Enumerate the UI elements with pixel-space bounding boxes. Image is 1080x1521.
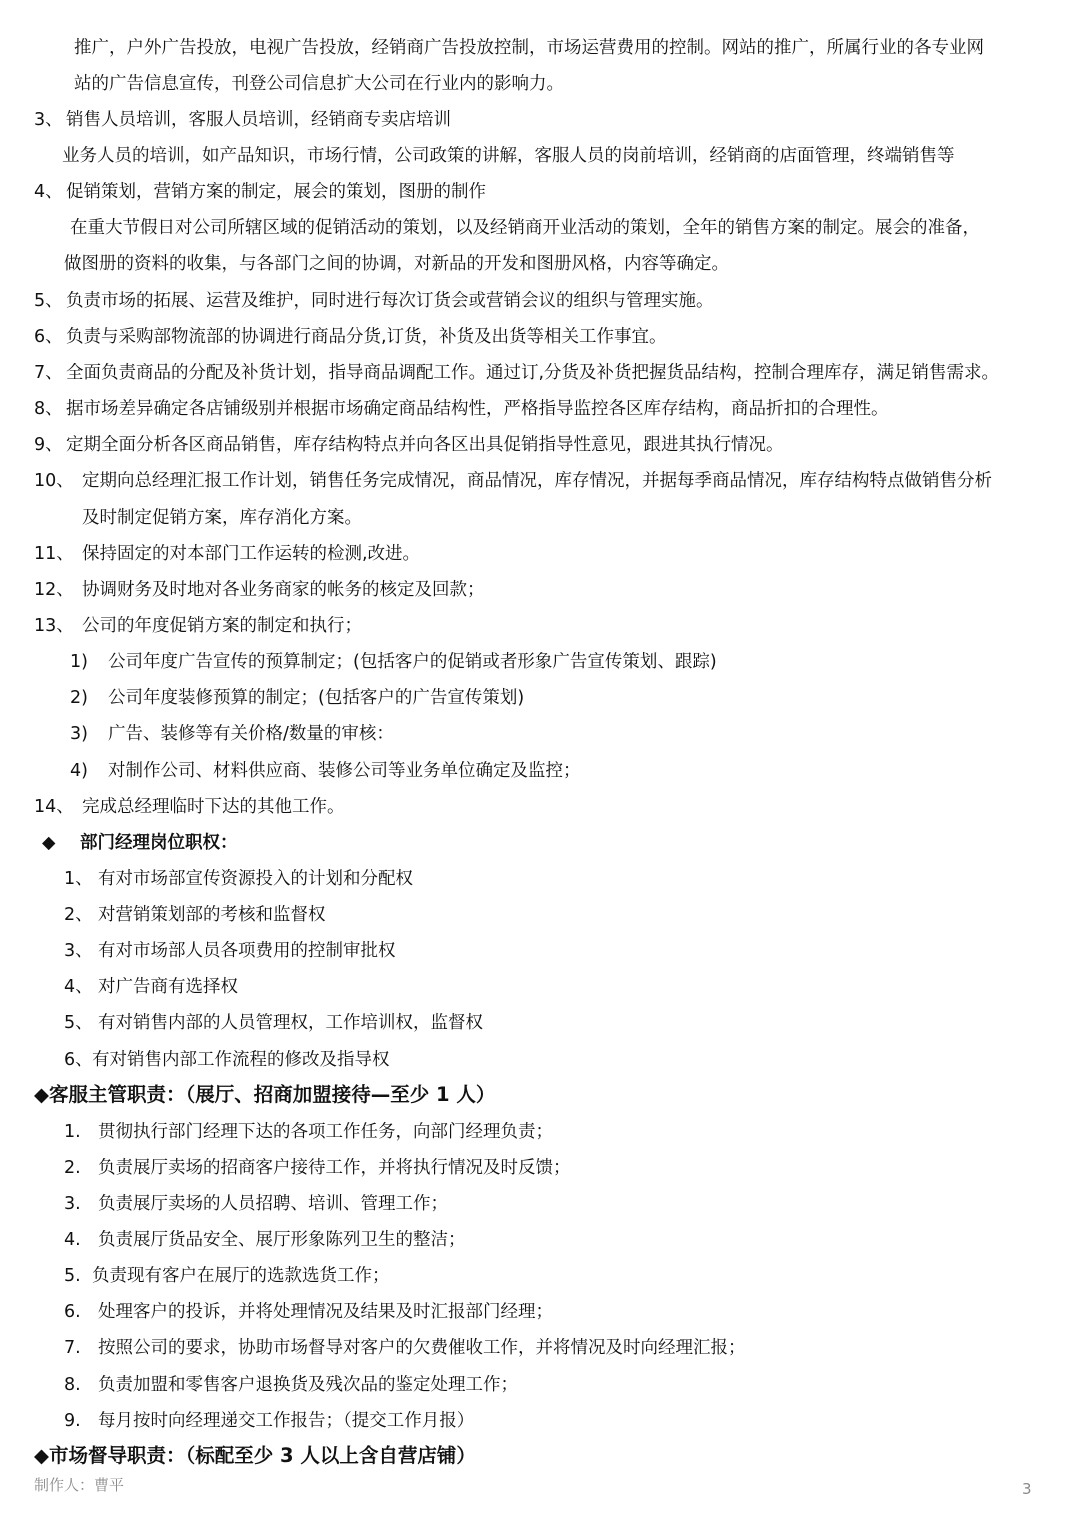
supervisor-heading: ◆市场督导职责：（标配至少 3 人以上含自营店铺） [34,1444,476,1467]
authority-number: 6、 [64,1050,93,1070]
intro-line-1: 推广，户外广告投放，电视广告投放，经销商广告投放控制，市场运营费用的控制。网站的推广，所属行业的各专业网 [74,38,984,58]
sub-number: 2) [70,688,88,708]
service-text: 负责加盟和零售客户退换货及残次品的鉴定处理工作； [98,1375,518,1395]
duty-text: 全面负责商品的分配及补货计划，指导商品调配工作。通过订,分货及补货把握货品结构，控制合理库存，满足销售需求。 [66,363,1000,383]
authority-number: 2、 [64,905,93,925]
duty-item-5 [34,289,714,313]
duty-number: 7、 [34,363,63,383]
duty-number: 13、 [34,616,74,636]
authority-text: 对广告商有选择权 [98,977,238,997]
duty-number: 3、 [34,110,63,130]
duty-text: 协调财务及时地对各业务商家的帐务的核定及回款； [82,580,485,600]
service-text: 按照公司的要求，协助市场督导对客户的欠费催收工作，并将情况及时向经理汇报； [98,1338,746,1358]
duty-text: 公司的年度促销方案的制定和执行； [82,616,362,636]
duty-text: 促销策划，营销方案的制定，展会的策划，图册的制作 [66,182,486,202]
authority-item [64,939,396,963]
service-number: 8. [64,1375,81,1395]
service-text: 负责现有客户在展厅的选款选货工作； [92,1266,390,1286]
duty-detail: 做图册的资料的收集，与各部门之间的协调，对新品的开发和图册风格，内容等确定。 [64,254,729,274]
service-item [64,1228,466,1252]
diamond-bullet-icon: ◆ [42,833,56,853]
duty-item-3 [34,108,451,132]
service-number: 3. [64,1194,81,1214]
duty-text: 负责与采购部物流部的协调进行商品分货,订货，补货及出货等相关工作事宜。 [66,327,667,347]
duty-number: 11、 [34,544,74,564]
service-number: 9. [64,1411,81,1431]
duty-item-10 [34,469,992,493]
duty-item-13 [34,614,362,638]
duty-item-11 [34,542,420,566]
duty-item-7 [34,361,999,385]
duty-text: 据市场差异确定各店铺级别并根据市场确定商品结构性，严格指导监控各区库存结构，商品折扣的合理性。 [66,399,889,419]
authority-text: 有对销售内部的人员管理权，工作培训权，监督权 [98,1013,483,1033]
duty-item-12 [34,578,485,602]
service-item [64,1120,553,1144]
duty-number: 4、 [34,182,63,202]
sub-item-4 [70,759,581,783]
authority-text: 有对市场部人员各项费用的控制审批权 [98,941,396,961]
sub-text: 广告、装修等有关价格/数量的审核： [108,724,394,744]
authority-item [64,975,238,999]
service-text: 每月按时向经理递交工作报告；（提交工作月报） [98,1411,475,1431]
service-number: 1. [64,1122,81,1142]
service-number: 2. [64,1158,81,1178]
authority-item [64,867,413,891]
duty-number: 6、 [34,327,63,347]
service-item [64,1156,571,1180]
sub-item-2 [70,686,524,710]
service-item [64,1336,746,1360]
service-text: 贯彻执行部门经理下达的各项工作任务，向部门经理负责； [98,1122,553,1142]
service-number: 4. [64,1230,81,1250]
service-heading: ◆客服主管职责：（展厅、招商加盟接待—至少 1 人） [34,1083,496,1106]
authority-text: 有对销售内部工作流程的修改及指导权 [92,1050,390,1070]
duty-text: 完成总经理临时下达的其他工作。 [82,797,345,817]
authority-number: 4、 [64,977,93,997]
authority-number: 3、 [64,941,93,961]
service-item [64,1300,553,1324]
sub-text: 公司年度装修预算的制定；(包括客户的广告宣传策划) [108,688,525,708]
intro-line-2: 站的广告信息宣传，刊登公司信息扩大公司在行业内的影响力。 [74,74,564,94]
duty-text: 销售人员培训，客服人员培训，经销商专卖店培训 [66,110,451,130]
authority-number: 1、 [64,869,93,889]
duty-number: 8、 [34,399,63,419]
service-text: 负责展厅货品安全、展厅形象陈列卫生的整洁； [98,1230,466,1250]
duty-text: 定期向总经理汇报工作计划，销售任务完成情况，商品情况，库存情况，并据每季商品情况，库存结构特点做销售分析 [82,471,992,491]
service-text: 处理客户的投诉，并将处理情况及结果及时汇报部门经理； [98,1302,553,1322]
authority-item [64,1048,390,1072]
duty-number: 12、 [34,580,74,600]
authority-item [64,1011,483,1035]
duty-item-9 [34,433,784,457]
sub-number: 3) [70,724,88,744]
duty-item-6 [34,325,667,349]
authority-text: 对营销策划部的考核和监督权 [98,905,326,925]
duty-number: 14、 [34,797,74,817]
service-item [64,1264,390,1288]
authority-text: 有对市场部宣传资源投入的计划和分配权 [98,869,413,889]
authority-heading-text: 部门经理岗位职权： [80,833,238,853]
service-text: 负责展厅卖场的人员招聘、培训、管理工作； [98,1194,448,1214]
service-number: 7. [64,1338,81,1358]
sub-number: 4) [70,761,88,781]
duty-item-4 [34,180,486,204]
duty-text: 定期全面分析各区商品销售，库存结构特点并向各区出具促销指导性意见，跟进其执行情况。 [66,435,784,455]
duty-text: 保持固定的对本部门工作运转的检测,改进。 [82,544,421,564]
service-item [64,1373,518,1397]
service-item [64,1192,448,1216]
authority-number: 5、 [64,1013,93,1033]
duty-text: 负责市场的拓展、运营及维护，同时进行每次订货会或营销会议的组织与管理实施。 [66,291,714,311]
sub-text: 公司年度广告宣传的预算制定；(包括客户的促销或者形象广告宣传策划、跟踪) [108,652,717,672]
service-item [64,1409,474,1433]
author-credit: 制作人：曹平 [34,1476,125,1494]
authority-item [64,903,326,927]
duty-number: 5、 [34,291,63,311]
sub-item-1 [70,650,717,674]
duty-number: 9、 [34,435,63,455]
duty-detail: 在重大节假日对公司所辖区域的促销活动的策划，以及经销商开业活动的策划，全年的销售方案的制定。展会的准备， [70,218,980,238]
sub-number: 1) [70,652,88,672]
duty-detail: 业务人员的培训，如产品知识，市场行情，公司政策的讲解，客服人员的岗前培训，经销商的店面管理，终端销售等 [62,146,955,166]
service-number: 6. [64,1302,81,1322]
page-number: 3 [1022,1480,1032,1498]
duty-number: 10、 [34,471,74,491]
service-text: 负责展厅卖场的招商客户接待工作，并将执行情况及时反馈； [98,1158,571,1178]
duty-continuation: 及时制定促销方案，库存消化方案。 [82,508,362,528]
sub-text: 对制作公司、材料供应商、装修公司等业务单位确定及监控； [108,761,581,781]
service-number: 5. [64,1266,81,1286]
duty-item-14 [34,795,345,819]
duty-item-8 [34,397,889,421]
sub-item-3 [70,722,394,746]
authority-heading [42,831,238,855]
